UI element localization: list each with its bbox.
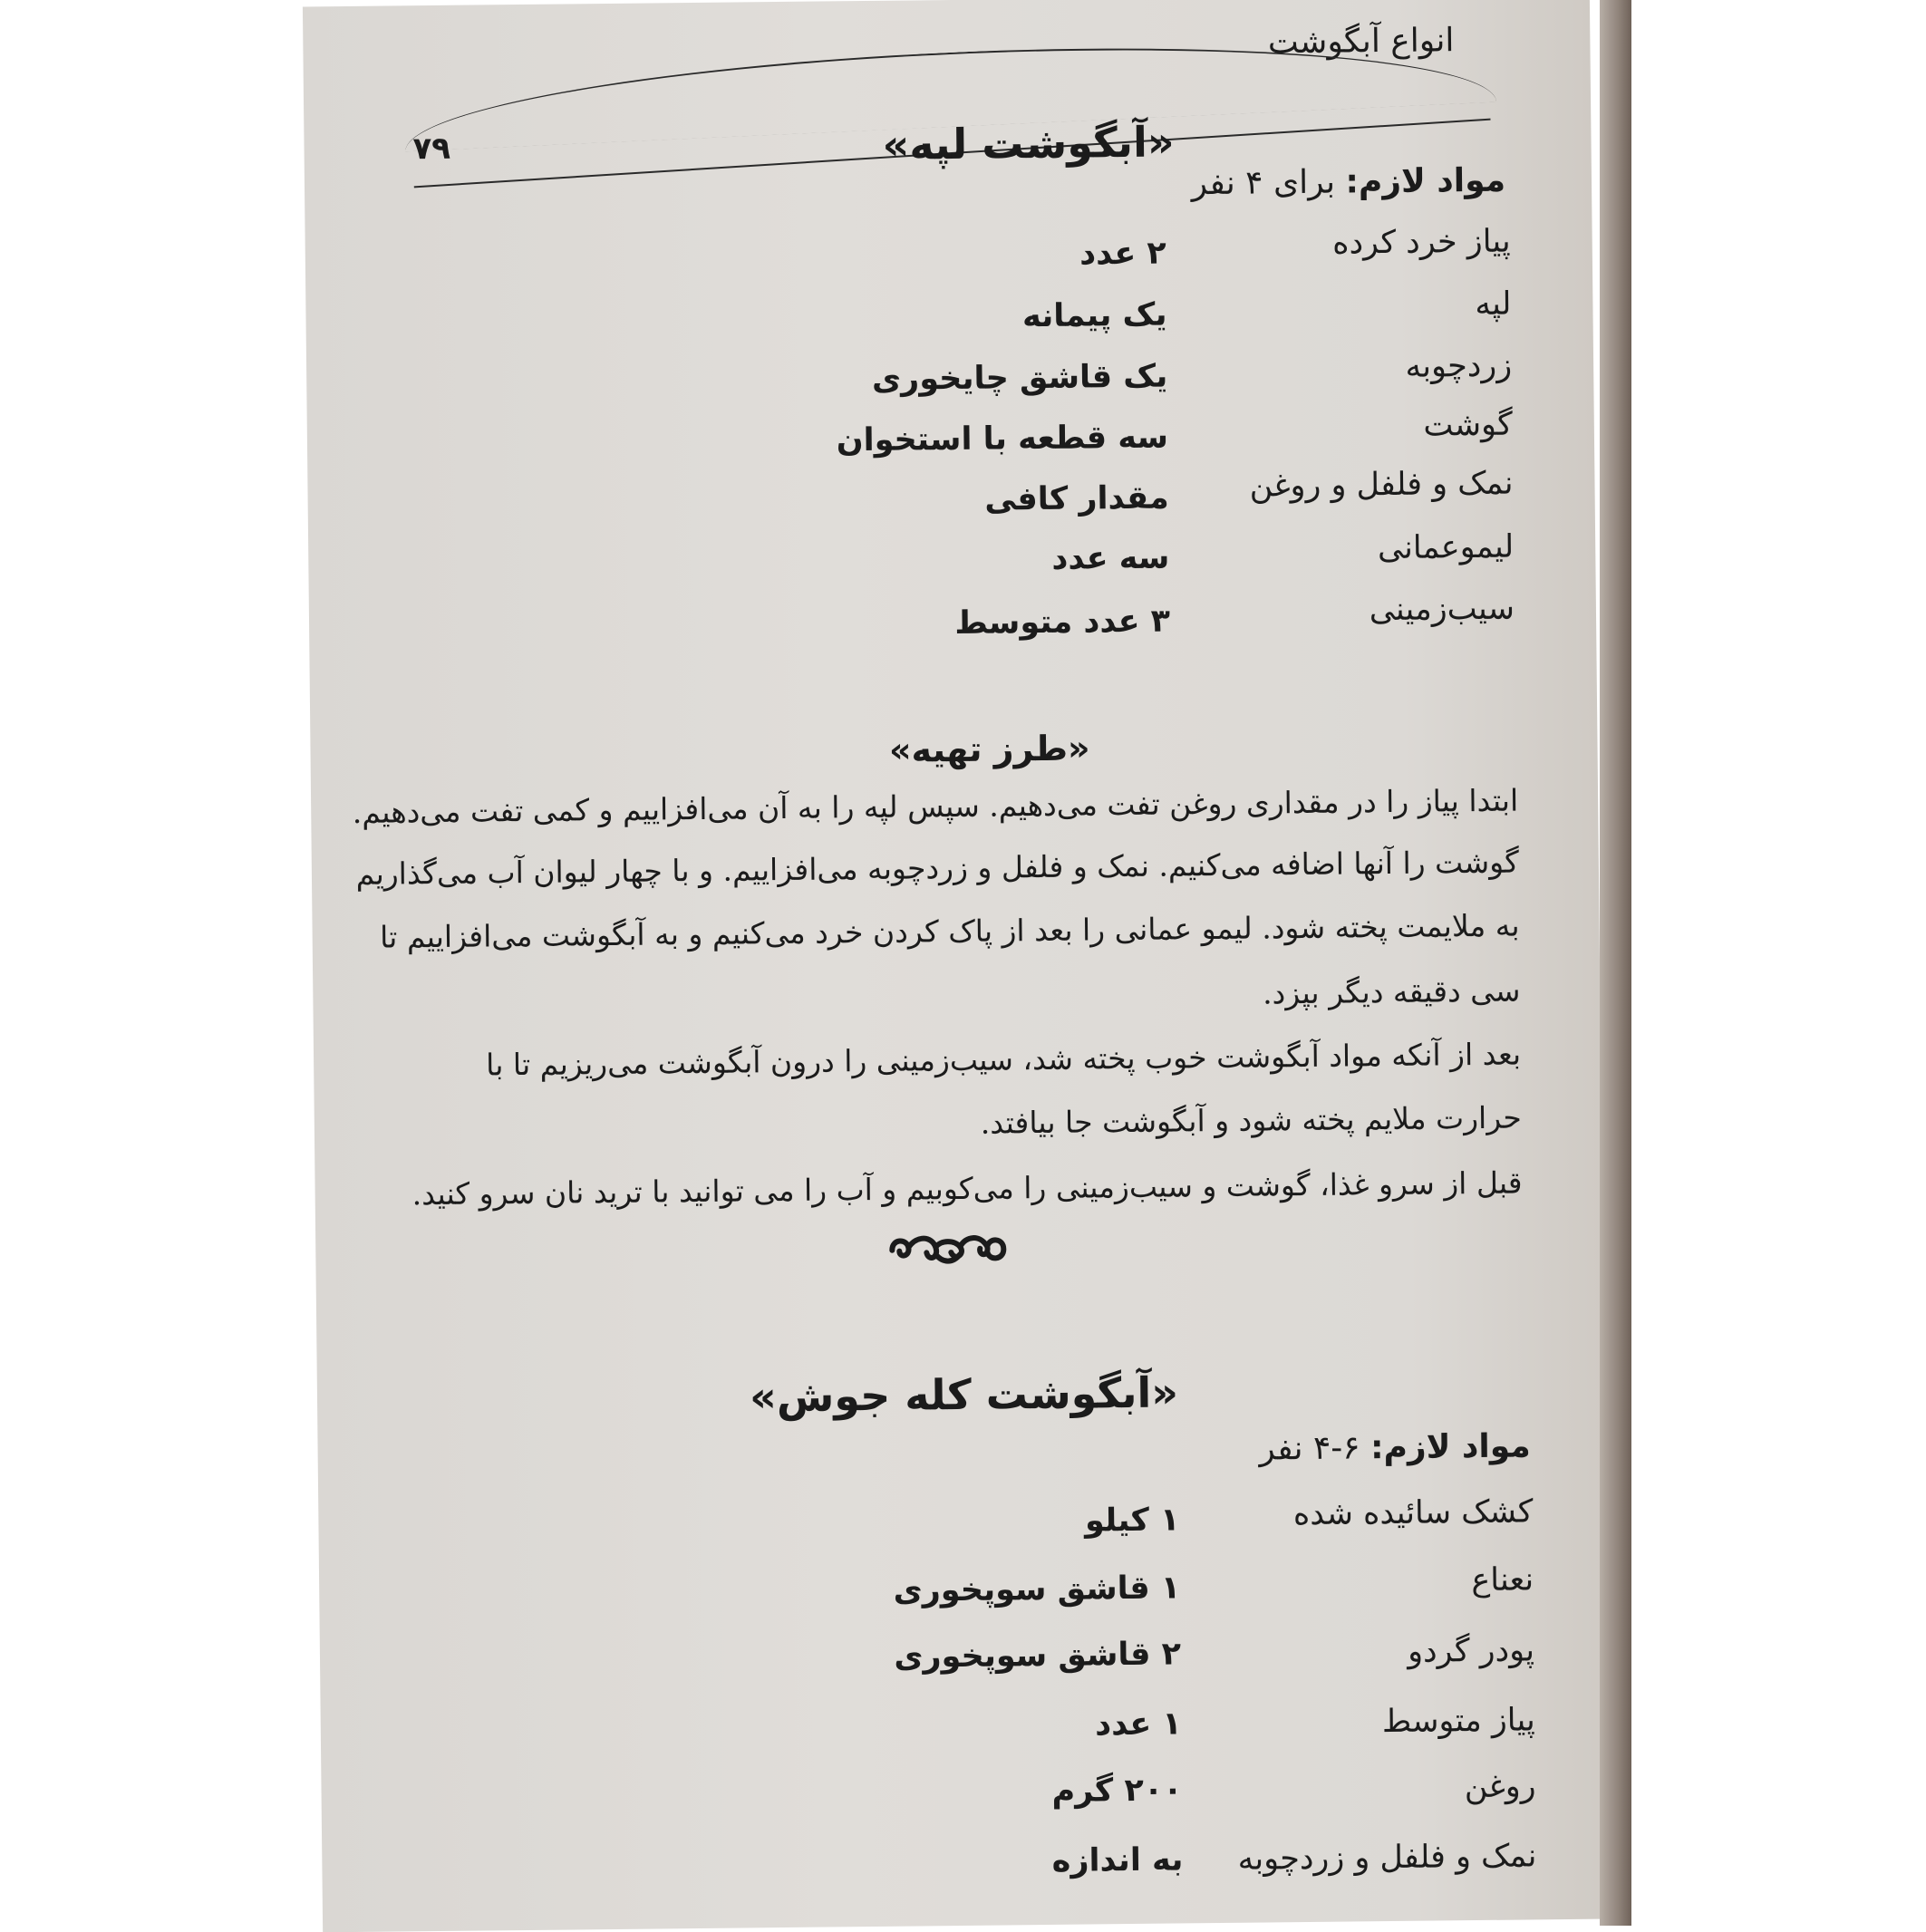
ingredient-name: زردچوبه bbox=[1405, 347, 1513, 385]
ingredient-qty: ۲ قاشق سوپخوری bbox=[894, 1636, 1182, 1676]
recipe-title: «آبگوشت کله جوش» bbox=[749, 1367, 1179, 1422]
servings-value: برای ۴ نفر bbox=[1191, 163, 1336, 203]
ingredient-qty: سه قطعه با استخوان bbox=[836, 419, 1169, 459]
ingredient-qty: ۲۰۰ گرم bbox=[1051, 1772, 1183, 1810]
method-line: به ملایمت پخته شود. لیمو عمانی را بعد از پاک کردن خرد می‌کنیم و به آبگوشت می‌افزاییم تا bbox=[379, 907, 1520, 955]
recipe-title: «آبگوشت لپه» bbox=[882, 117, 1175, 169]
servings-value: ۶-۴ نفر bbox=[1259, 1429, 1360, 1468]
method-line: ابتدا پیاز را در مقداری روغن تفت می‌دهیم. سپس لپه را به آن می‌افزاییم و کمی تفت می‌دهیم. bbox=[352, 782, 1519, 830]
ingredient-name: نمک و فلفل و روغن bbox=[1249, 465, 1514, 505]
decorative-scroll-ornament-icon bbox=[886, 1230, 1009, 1269]
method-line: قبل از سرو غذا، گوشت و سیب‌زمینی را می‌کوبیم و آب را می توانید با ترید نان سرو کنید. bbox=[411, 1164, 1523, 1212]
ingredient-qty: ۱ قاشق سوپخوری bbox=[893, 1570, 1181, 1609]
ingredient-name: گوشت bbox=[1423, 406, 1514, 444]
servings-line bbox=[1191, 162, 1505, 203]
running-head: انواع آبگوشت bbox=[1267, 22, 1455, 62]
book-spine bbox=[1600, 0, 1631, 1926]
ingredient-qty: ۲ عدد bbox=[1079, 235, 1167, 273]
ingredient-name: لپه bbox=[1475, 285, 1512, 323]
servings-line bbox=[1259, 1427, 1531, 1467]
ingredient-name: روغن bbox=[1464, 1768, 1536, 1806]
servings-label: مواد لازم: bbox=[1369, 1427, 1531, 1467]
ingredient-name: نمک و فلفل و زردچوبه bbox=[1237, 1838, 1537, 1878]
method-line: سی دقیقه دیگر بپزد. bbox=[1262, 972, 1521, 1011]
ingredient-qty: مقدار کافی bbox=[984, 479, 1169, 518]
ingredient-qty: سه عدد bbox=[1051, 539, 1170, 577]
page-content bbox=[303, 0, 1610, 1932]
method-line: حرارت ملایم پخته شود و آبگوشت جا بیافتد. bbox=[980, 1099, 1523, 1141]
ingredient-name: کشک سائیده شده bbox=[1292, 1493, 1534, 1533]
method-title: «طرز تهیه» bbox=[888, 728, 1090, 770]
ingredient-name: لیموعمانی bbox=[1377, 528, 1515, 567]
page-number: ۷۹ bbox=[412, 130, 451, 168]
ingredient-qty: یک پیمانه bbox=[1021, 296, 1167, 335]
ingredient-name: پیاز متوسط bbox=[1381, 1702, 1535, 1741]
ingredient-name: پیاز خرد کرده bbox=[1331, 223, 1511, 262]
ingredient-name: سیب‌زمینی bbox=[1369, 590, 1515, 629]
ingredient-name: نعناع bbox=[1471, 1561, 1534, 1599]
servings-label: مواد لازم: bbox=[1345, 161, 1506, 201]
method-line: گوشت را آنها اضافه می‌کنیم. نمک و فلفل و زردچوبه می‌افزاییم. و با چهار لیوان آب می‌گذاریم bbox=[355, 844, 1520, 892]
ingredient-name: پودر گردو bbox=[1407, 1632, 1535, 1670]
ingredient-qty: یک قاشق چایخوری bbox=[871, 358, 1168, 398]
book-page bbox=[303, 0, 1610, 1932]
ingredient-qty: به اندازه bbox=[1051, 1841, 1184, 1879]
ingredient-qty: ۱ عدد bbox=[1094, 1705, 1183, 1744]
ingredient-qty: ۳ عدد متوسط bbox=[954, 603, 1171, 642]
method-line: بعد از آنکه مواد آبگوشت خوب پخته شد، سیب‌زمینی را درون آبگوشت می‌ریزیم تا با bbox=[485, 1036, 1522, 1083]
ingredient-qty: ۱ کیلو bbox=[1084, 1502, 1180, 1540]
